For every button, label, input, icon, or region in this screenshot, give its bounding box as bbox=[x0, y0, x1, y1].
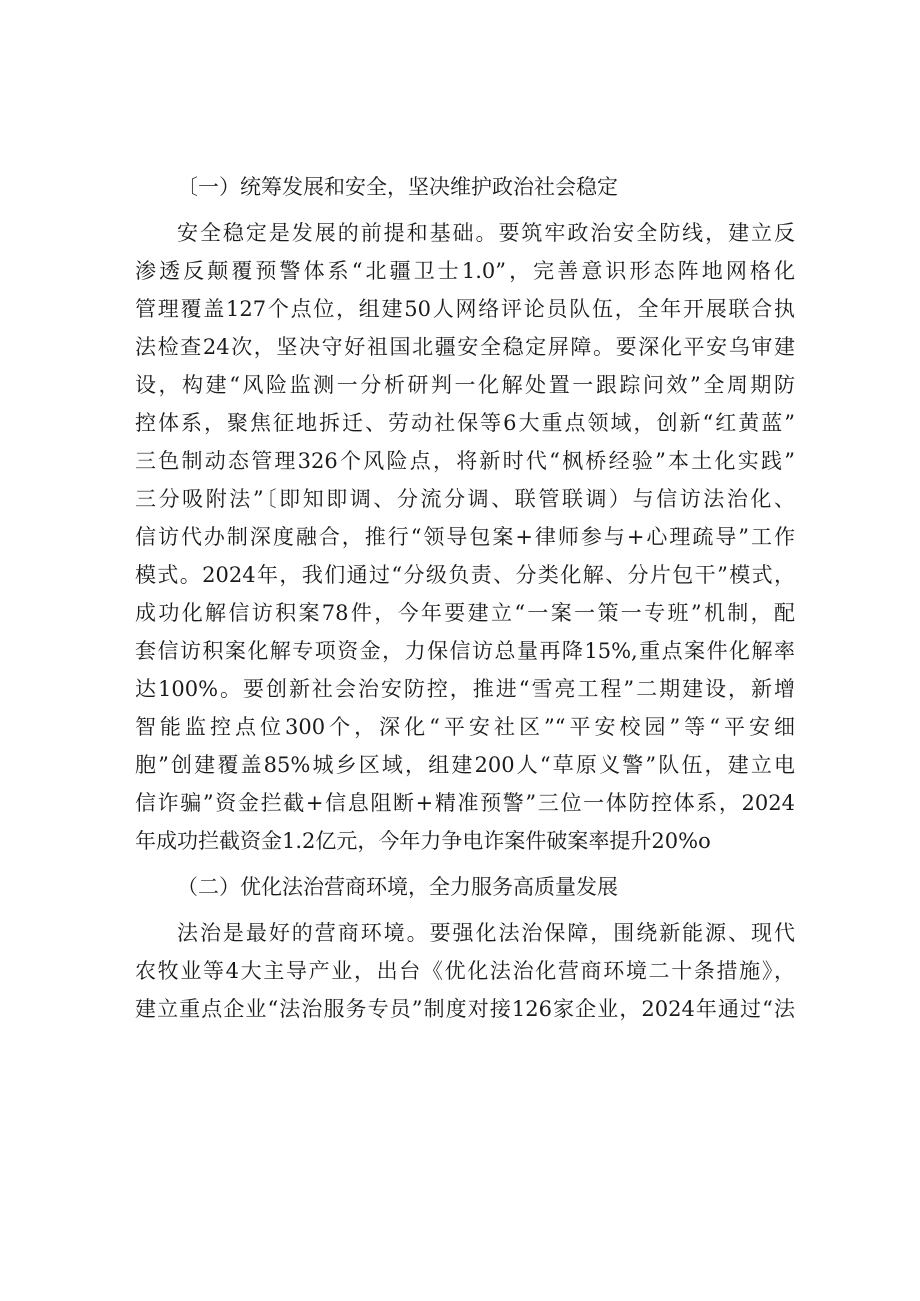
paragraph-line: 信诈骗”资金拦截+信息阻断+精准预警”三位一体防控体系，2024 bbox=[135, 791, 795, 815]
paragraph-line: 信访代办制深度融合，推行“领导包案+律师参与+心理疏导”工作 bbox=[135, 525, 795, 549]
paragraph-line: 三色制动态管理326个风险点，将新时代“枫桥经验”本土化实践” bbox=[135, 449, 795, 473]
paragraph-line: 模式。2024年，我们通过“分级负责、分类化解、分片包干”模式， bbox=[135, 563, 795, 587]
paragraph-line: 法治是最好的营商环境。要强化法治保障，围绕新能源、现代 bbox=[177, 921, 795, 945]
paragraph-line: 套信访积案化解专项资金，力保信访总量再降15%,重点案件化解率 bbox=[135, 639, 795, 663]
section-paragraph-1 bbox=[135, 214, 795, 860]
paragraph-line: 安全稳定是发展的前提和基础。要筑牢政治安全防线，建立反 bbox=[177, 221, 795, 245]
paragraph-line: 设，构建“风险监测一分析研判一化解处置一跟踪问效”全周期防 bbox=[135, 373, 795, 397]
paragraph-line: 达100%。要创新社会治安防控，推进“雪亮工程”二期建设，新增 bbox=[135, 677, 795, 701]
paragraph-line: 三分吸附法”〔即知即调、分流分调、联管联调）与信访法治化、 bbox=[135, 487, 795, 511]
section-paragraph-2 bbox=[135, 914, 795, 1028]
paragraph-line: 渗透反颠覆预警体系“北疆卫士1.0”，完善意识形态阵地网格化 bbox=[135, 259, 795, 283]
paragraph-line: 建立重点企业“法治服务专员”制度对接126家企业，2024年通过“法 bbox=[135, 997, 795, 1021]
paragraph-line: 胞”创建覆盖85%城乡区域，组建200人“草原义警”队伍，建立电 bbox=[135, 753, 795, 777]
section-heading-2: （二）优化法治营商环境，全力服务高质量发展 bbox=[177, 875, 618, 899]
paragraph-line: 农牧业等4大主导产业，出台《优化法治化营商环境二十条措施》， bbox=[135, 959, 795, 983]
paragraph-line: 控体系，聚焦征地拆迁、劳动社保等6大重点领域，创新“红黄蓝” bbox=[135, 411, 795, 435]
paragraph-line: 法检查24次，坚决守好祖国北疆安全稳定屏障。要深化平安乌审建 bbox=[135, 335, 795, 359]
paragraph-line: 管理覆盖127个点位，组建50人网络评论员队伍，全年开展联合执 bbox=[135, 297, 795, 321]
paragraph-line: 智能监控点位300个，深化“平安社区”“平安校园”等“平安细 bbox=[135, 715, 795, 739]
section-heading-1: 〔一）统筹发展和安全，坚决维护政治社会稳定 bbox=[177, 175, 618, 199]
paragraph-line: 年成功拦截资金1.2亿元，今年力争电诈案件破案率提升20%o bbox=[135, 829, 711, 853]
paragraph-line: 成功化解信访积案78件，今年要建立“一案一策一专班”机制，配 bbox=[135, 601, 795, 625]
document-page bbox=[135, 168, 795, 1036]
